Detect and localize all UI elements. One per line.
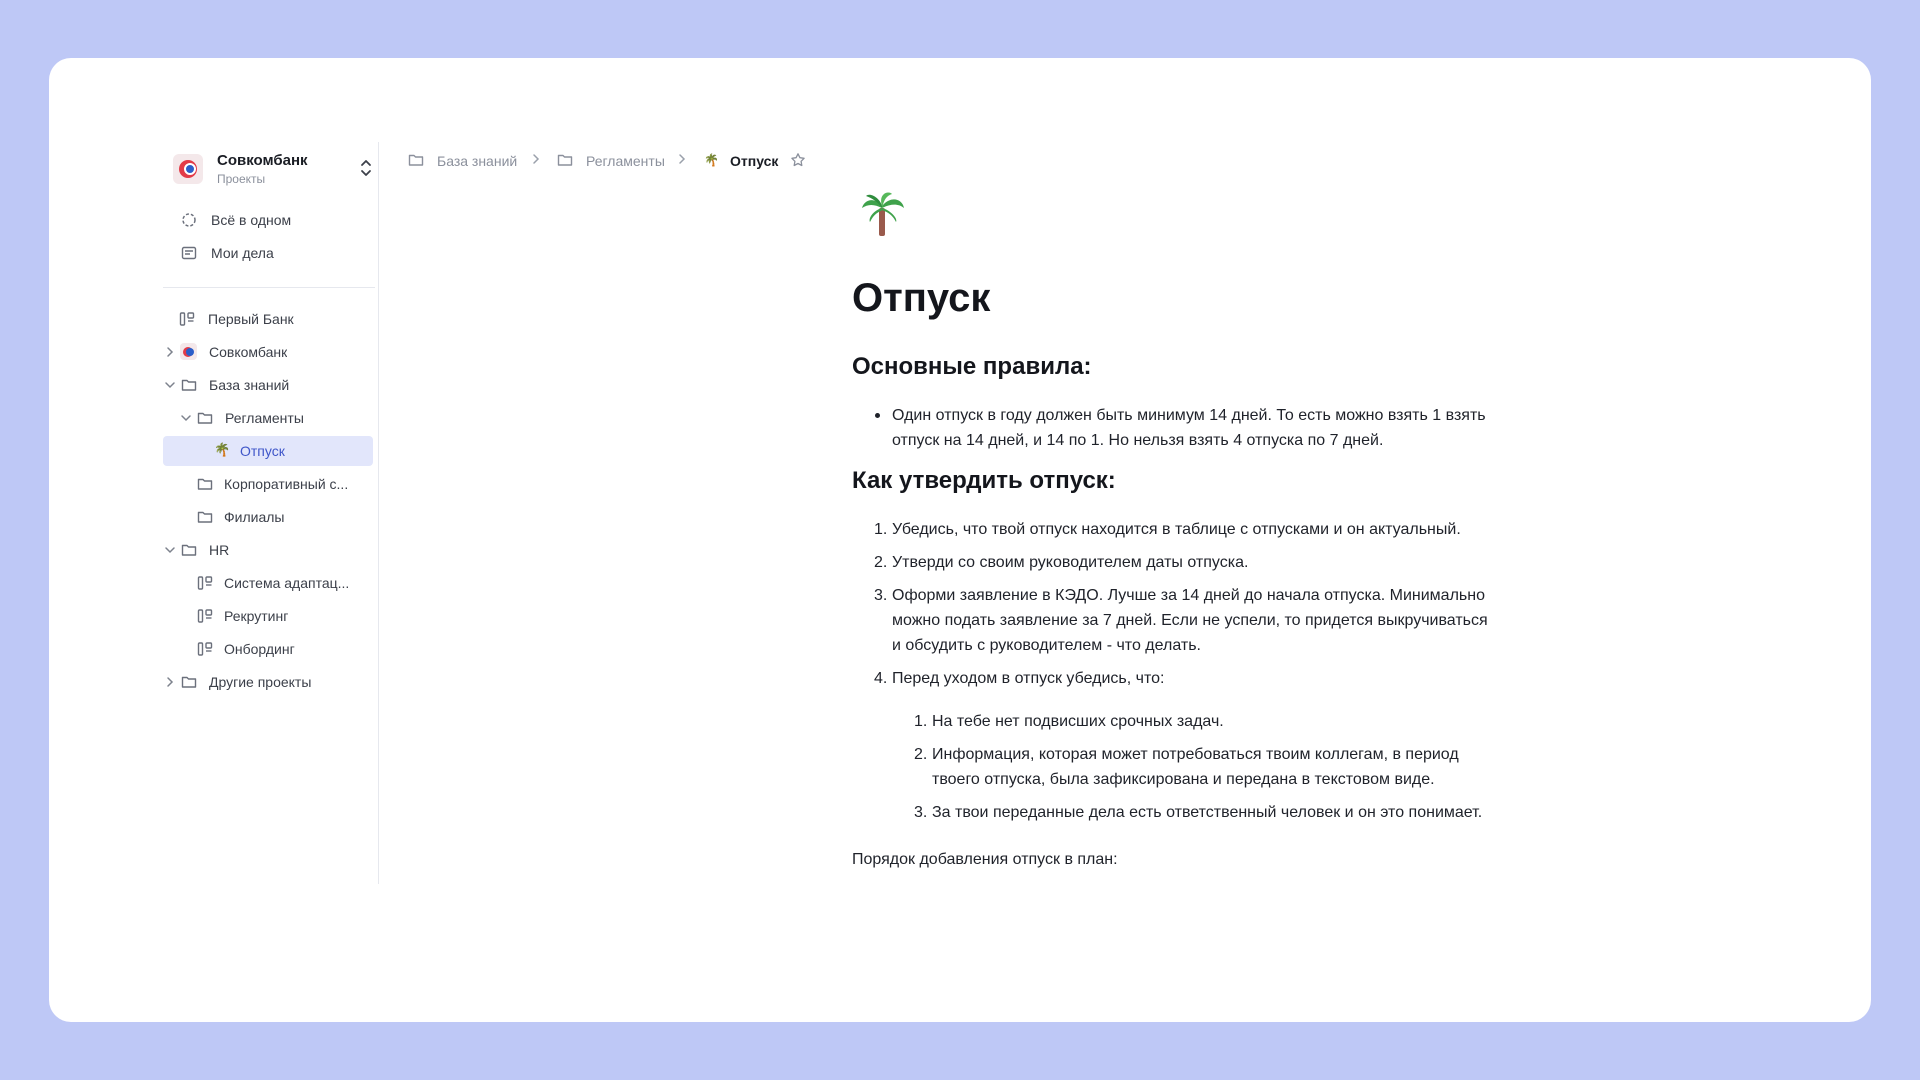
workspace-name: Совкомбанк <box>217 152 308 169</box>
nav-label: Всё в одном <box>211 212 292 228</box>
tree-label: Корпоративный с... <box>224 476 349 492</box>
list-number: 2. <box>914 746 928 763</box>
tree-label: Регламенты <box>225 410 304 426</box>
section-title-approve: Как утвердить отпуск: <box>852 467 1116 494</box>
tree-item-branches[interactable] <box>163 502 373 532</box>
board-icon <box>179 311 195 327</box>
section-title-rules: Основные правила: <box>852 353 1092 380</box>
folder-icon <box>181 542 197 558</box>
step-line: Утверди со своим руководителем даты отпуска. <box>892 554 1249 571</box>
step-line: Убедись, что твой отпуск находится в таблице с отпусками и он актуальный. <box>892 521 1461 538</box>
sidebar-divider <box>163 287 375 288</box>
tree-label: Онбординг <box>224 641 295 657</box>
chevron-down-icon[interactable] <box>164 544 176 556</box>
tree-label: Филиалы <box>224 509 285 525</box>
list-number: 1. <box>914 713 928 730</box>
tree-item-hr[interactable] <box>163 535 373 565</box>
chevron-down-icon[interactable] <box>164 379 176 391</box>
chevron-right-icon[interactable] <box>164 346 176 358</box>
palm-emoji-icon: 🌴 <box>214 442 231 457</box>
tree-item-other-projects[interactable] <box>163 667 373 697</box>
sovcom-logo-icon <box>180 343 197 360</box>
star-icon[interactable] <box>790 152 806 168</box>
palm-emoji-icon: 🌴 <box>704 153 719 167</box>
step-line: Перед уходом в отпуск убедись, что: <box>892 670 1165 687</box>
tree-label: Другие проекты <box>209 674 312 690</box>
list-number: 2. <box>874 554 888 571</box>
step-line: и обсудить с руководителем - что делать. <box>892 637 1201 654</box>
board-icon <box>197 575 213 591</box>
folder-icon <box>197 509 213 525</box>
substep-line: За твои переданные дела есть ответственный человек и он это понимает. <box>932 804 1483 821</box>
rule-line: Один отпуск в году должен быть минимум 14 дней. То есть можно взять 1 взять <box>892 407 1486 424</box>
tree-item-sovcombank[interactable] <box>163 337 373 367</box>
tree-label: HR <box>209 542 230 558</box>
tree-label: Рекрутинг <box>224 608 289 624</box>
tree-item-adaptation[interactable] <box>163 568 373 598</box>
folder-icon <box>197 476 213 492</box>
tree-item-regulations[interactable] <box>163 403 373 433</box>
workspace-logo-icon <box>173 154 203 184</box>
tree-item-vacation[interactable] <box>163 436 373 466</box>
tree-item-corporate[interactable] <box>163 469 373 499</box>
workspace-subtitle: Проекты <box>217 172 266 186</box>
list-number: 3. <box>914 804 928 821</box>
page-title: Отпуск <box>852 276 991 320</box>
breadcrumb-label: Регламенты <box>586 153 665 169</box>
workspace-switcher[interactable] <box>173 148 373 190</box>
nav-my-tasks[interactable] <box>163 238 373 268</box>
folder-icon <box>408 152 424 168</box>
tree-item-first-bank[interactable] <box>163 304 373 334</box>
board-icon <box>197 608 213 624</box>
breadcrumb-label: Отпуск <box>730 153 779 169</box>
sidebar <box>163 142 379 884</box>
folder-icon <box>197 410 213 426</box>
card-list-icon <box>181 245 197 261</box>
substep-line: Информация, которая может потребоваться твоим коллегам, в период <box>932 746 1459 763</box>
chevron-updown-icon[interactable] <box>358 156 374 180</box>
step-line: можно подать заявление за 7 дней. Если не успели, то придется выкручиваться <box>892 612 1488 629</box>
chevron-down-icon[interactable] <box>180 412 192 424</box>
bullet-dot <box>875 413 880 418</box>
substep-line: твоего отпуска, была зафиксирована и передана в текстовом виде. <box>932 771 1435 788</box>
list-number: 1. <box>874 521 888 538</box>
tree-label: Система адаптац... <box>224 575 350 591</box>
chevron-right-icon[interactable] <box>164 676 176 688</box>
tree-item-knowledge-base[interactable] <box>163 370 373 400</box>
rule-line: отпуск на 14 дней, и 14 по 1. Но нельзя взять 4 отпуска по 7 дней. <box>892 432 1384 449</box>
nav-label: Мои дела <box>211 245 274 261</box>
tree-label: База знаний <box>209 377 290 393</box>
tree-item-recruiting[interactable] <box>163 601 373 631</box>
list-number: 4. <box>874 670 888 687</box>
footer-text: Порядок добавления отпуск в план: <box>852 851 1118 868</box>
folder-icon <box>181 674 197 690</box>
breadcrumb-label: База знаний <box>437 153 518 169</box>
tree-item-onboarding[interactable] <box>163 634 373 664</box>
step-line: Оформи заявление в КЭДО. Лучше за 14 дней до начала отпуска. Минимально <box>892 587 1485 604</box>
page-emoji-icon <box>860 190 906 238</box>
folder-icon <box>557 152 573 168</box>
chevron-right-icon <box>676 153 688 165</box>
tree-label: Отпуск <box>240 443 285 459</box>
nav-all-in-one[interactable] <box>163 205 373 235</box>
tree-label: Первый Банк <box>208 311 294 327</box>
tree-label: Совкомбанк <box>209 344 288 360</box>
list-number: 3. <box>874 587 888 604</box>
substep-line: На тебе нет подвисших срочных задач. <box>932 713 1224 730</box>
circle-dashed-icon <box>181 212 197 228</box>
board-icon <box>197 641 213 657</box>
folder-icon <box>181 377 197 393</box>
chevron-right-icon <box>530 153 542 165</box>
